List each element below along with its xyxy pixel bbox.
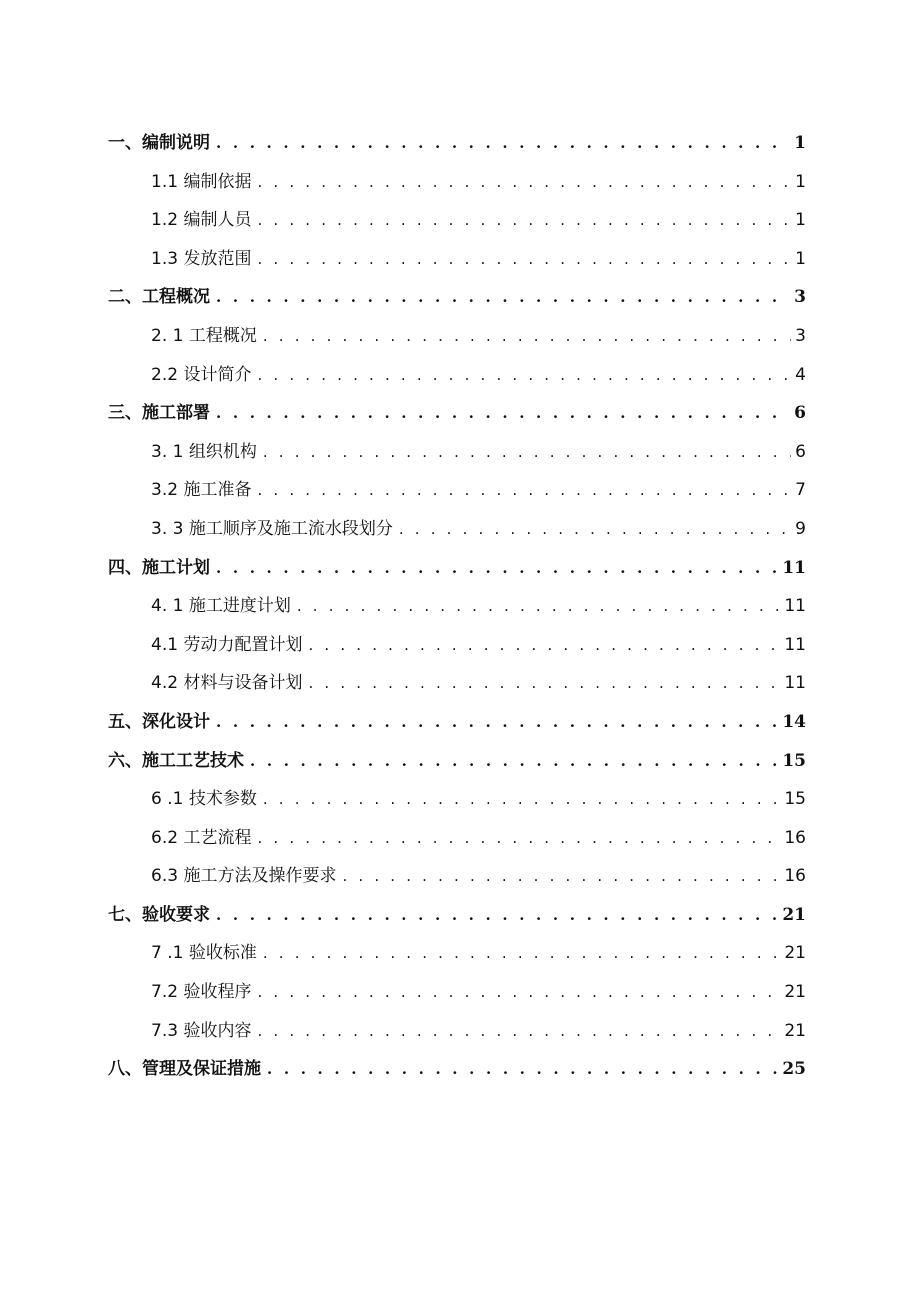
toc-section-entry[interactable] [108, 510, 806, 549]
toc-page-number: 21 [784, 943, 806, 964]
toc-section-entry[interactable] [108, 664, 806, 703]
toc-entry-title: 6.3 施工方法及操作要求 [151, 866, 337, 887]
toc-dot-leader [257, 973, 780, 1012]
toc-chapter-entry[interactable] [108, 124, 806, 163]
toc-dot-leader [308, 664, 780, 703]
toc-dot-leader [257, 356, 791, 395]
toc-page-number: 4 [795, 364, 806, 385]
toc-dot-leader [216, 703, 778, 742]
toc-chapter-entry[interactable] [108, 1050, 806, 1089]
toc-dot-leader [216, 124, 790, 163]
toc-section-entry[interactable] [108, 471, 806, 510]
toc-entry-title: 六、施工工艺技术 [108, 750, 244, 771]
toc-entry-title: 二、工程概况 [108, 287, 210, 308]
toc-entry-title: 2. 1 工程概况 [151, 325, 257, 346]
toc-section-entry[interactable] [108, 934, 806, 973]
toc-dot-leader [263, 433, 791, 472]
toc-page-number: 3 [794, 287, 806, 308]
toc-section-entry[interactable] [108, 201, 806, 240]
toc-chapter-entry[interactable] [108, 896, 806, 935]
toc-entry-title: 1.3 发放范围 [151, 248, 252, 269]
toc-section-entry[interactable] [108, 163, 806, 202]
toc-dot-leader [250, 742, 778, 781]
toc-entry-title: 五、深化设计 [108, 711, 210, 732]
toc-page-number: 21 [784, 982, 806, 1003]
toc-entry-title: 7.3 验收内容 [151, 1020, 252, 1041]
table-of-contents [108, 124, 806, 1089]
toc-dot-leader [216, 549, 778, 588]
toc-dot-leader [308, 626, 780, 665]
toc-dot-leader [263, 780, 781, 819]
toc-page-number: 16 [784, 827, 806, 848]
toc-dot-leader [257, 201, 791, 240]
toc-entry-title: 1.1 编制依据 [151, 171, 252, 192]
toc-section-entry[interactable] [108, 626, 806, 665]
toc-chapter-entry[interactable] [108, 394, 806, 433]
toc-entry-title: 4. 1 施工进度计划 [151, 596, 291, 617]
toc-entry-title: 三、施工部署 [108, 403, 210, 424]
toc-page-number: 1 [795, 248, 806, 269]
toc-section-entry[interactable] [108, 356, 806, 395]
toc-page-number: 11 [784, 634, 806, 655]
toc-dot-leader [399, 510, 791, 549]
toc-section-entry[interactable] [108, 317, 806, 356]
toc-entry-title: 四、施工计划 [108, 557, 210, 578]
toc-dot-leader [216, 394, 790, 433]
toc-page-number: 14 [782, 711, 806, 732]
toc-dot-leader [257, 1012, 780, 1051]
toc-entry-title: 一、编制说明 [108, 133, 210, 153]
toc-section-entry[interactable] [108, 780, 806, 819]
toc-entry-title: 八、管理及保证措施 [108, 1059, 261, 1080]
toc-page-number: 3 [795, 325, 806, 346]
toc-section-entry[interactable] [108, 240, 806, 279]
toc-dot-leader [257, 471, 791, 510]
toc-entry-title: 6.2 工艺流程 [151, 827, 252, 848]
toc-entry-title: 6 .1 技术参数 [151, 789, 257, 810]
toc-entry-title: 3. 1 组织机构 [151, 441, 257, 462]
toc-chapter-entry[interactable] [108, 703, 806, 742]
toc-entry-title: 4.2 材料与设备计划 [151, 673, 303, 694]
toc-dot-leader [216, 278, 790, 317]
toc-chapter-entry[interactable] [108, 549, 806, 588]
toc-entry-title: 4.1 劳动力配置计划 [151, 634, 303, 655]
toc-section-entry[interactable] [108, 1012, 806, 1051]
toc-chapter-entry[interactable] [108, 742, 806, 781]
toc-page-number: 11 [782, 557, 806, 578]
toc-dot-leader [257, 819, 780, 858]
toc-page-number: 11 [784, 596, 806, 617]
toc-entry-title: 1.2 编制人员 [151, 210, 252, 231]
toc-entry-title: 七、验收要求 [108, 904, 210, 925]
toc-dot-leader [267, 1050, 778, 1089]
toc-dot-leader [263, 934, 781, 973]
toc-entry-title: 2.2 设计简介 [151, 364, 252, 385]
toc-page-number: 1 [795, 210, 806, 231]
toc-page-number: 1 [795, 171, 806, 192]
toc-page-number: 9 [795, 518, 806, 539]
toc-page-number: 21 [782, 904, 806, 925]
toc-page-number: 15 [784, 789, 806, 810]
toc-page-number: 16 [784, 866, 806, 887]
toc-dot-leader [297, 587, 781, 626]
toc-page-number: 6 [794, 403, 806, 424]
toc-entry-title: 3.2 施工准备 [151, 480, 252, 501]
toc-dot-leader [216, 896, 778, 935]
toc-page-number: 1 [794, 133, 806, 153]
toc-page-number: 21 [784, 1020, 806, 1041]
toc-chapter-entry[interactable] [108, 278, 806, 317]
toc-entry-title: 3. 3 施工顺序及施工流水段划分 [151, 518, 393, 539]
toc-page-number: 11 [784, 673, 806, 694]
toc-section-entry[interactable] [108, 857, 806, 896]
toc-section-entry[interactable] [108, 433, 806, 472]
toc-section-entry[interactable] [108, 587, 806, 626]
toc-dot-leader [257, 240, 791, 279]
toc-page-number: 25 [782, 1059, 806, 1080]
toc-dot-leader [257, 163, 791, 202]
toc-entry-title: 7.2 验收程序 [151, 982, 252, 1003]
toc-page-number: 6 [795, 441, 806, 462]
toc-page-number: 15 [782, 750, 806, 771]
toc-section-entry[interactable] [108, 819, 806, 858]
toc-dot-leader [263, 317, 791, 356]
toc-entry-title: 7 .1 验收标准 [151, 943, 257, 964]
toc-page-number: 7 [795, 480, 806, 501]
toc-dot-leader [342, 857, 780, 896]
toc-section-entry[interactable] [108, 973, 806, 1012]
